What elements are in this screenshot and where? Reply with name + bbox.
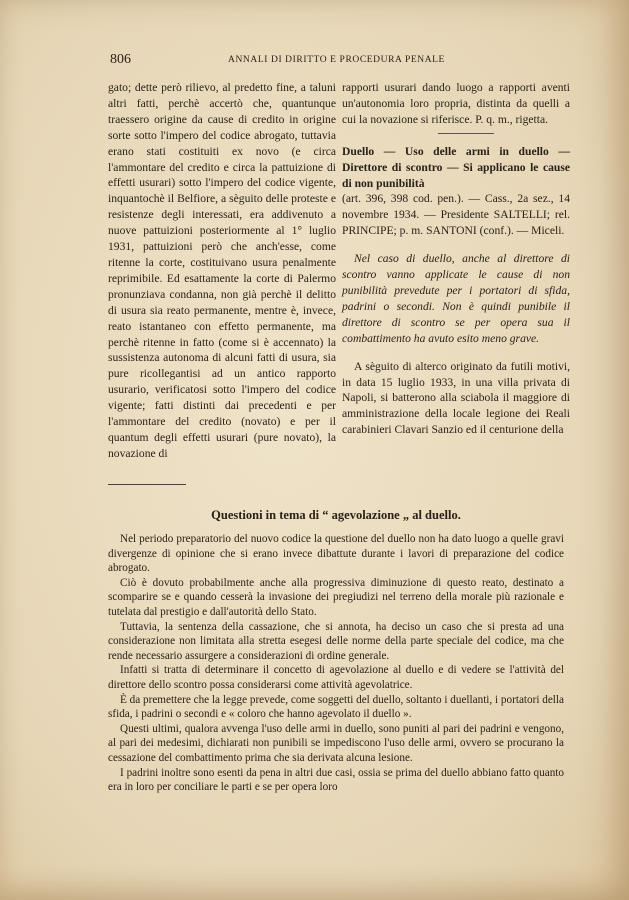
right-column-continuation: rapporti usurari dando luogo a rapporti aventi un'autonomia loro propria, distinta da quelli a cui la novazione si riferisce. P. q. m., rigetta.	[342, 81, 570, 126]
section-separator	[438, 133, 494, 134]
case-citation: (art. 396, 398 cod. pen.). — Cass., 2a sez., 14 novembre 1934. — Presidente SALTELLI; rel. PRINCIPE; p. m. SANTONI (conf.). — Miceli.	[342, 192, 570, 238]
right-column	[342, 80, 570, 438]
section-paragraph: Tuttavia, la sentenza della cassazione, che si annota, ha deciso un caso che si presta ad una considerazione non limitata alla stretta esegesi delle norme della parte speciale del codice, ma che rende necessario assurgere a considerazioni di ordine generale.	[108, 620, 564, 662]
left-column	[108, 80, 336, 462]
column-end-rule	[108, 484, 186, 485]
section-paragraph: I padrini inoltre sono esenti da pena in altri due casi, ossia se prima del duello abbiano fatto quanto era in loro per conciliare le parti e se per opera loro	[108, 766, 564, 794]
section-title: Questioni in tema di “ agevolazione „ al duello.	[211, 508, 461, 522]
section-body	[108, 532, 564, 795]
running-title: ANNALI DI DIRITTO E PROCEDURA PENALE	[228, 55, 445, 65]
left-column-paragraph: gato; dette però rilievo, al predetto fine, a taluni altri fatti, perchè accertò che, quantunque traessero origine da cause di credito in origine sorte sotto l'impero del codice abrogato, tuttavia erano stati costituiti ex novo (e circa l'ammontare del credito e circa la pattuizione di effetti usurari) sotto l'impero del codice vigente, inquantochè il Belfiore, a sèguito delle proteste e resistenze degli interessati, era addivenuto a nuove pattuizioni posteriormente al 1° luglio 1931, pattuizioni però che anch'esse, come ritenne la corte, costituivano usura penalmente reprimibile. Ed esattamente la corte di Palermo pronunziava condanna, non già perchè il delitto di usura sia reato permanente, mentre è, invece, reato istantaneo con effetto permanente, ma perchè ritenne in fatto (come si è accennato) la sussistenza autonoma di alcuni fatti di usura, sia pure ricollegantisi ad un antico rapporto usurario, verificatosi sotto l'impero del codice vigente; fatti distinti dai precedenti e per l'ammontare del credito (novato) e per il quantum degli effetti usurari (pure novato), la novazione di	[108, 81, 336, 460]
case-title: Duello — Uso delle armi in duello — Direttore di scontro — Si applicano le cause di non punibilità	[342, 144, 570, 190]
section-paragraph: Nel periodo preparatorio del nuovo codice la questione del duello non ha dato luogo a quelle gravi divergenze di opinione che si erano invece dibattute durante i lavori di preparazione del codice abrogato.	[108, 533, 564, 575]
section-paragraph: Questi ultimi, qualora avvenga l'uso delle armi in duello, sono puniti al pari dei padrini e vengono, al pari dei medesimi, dichiarati non punibili se impediscono l'uso delle armi, ovvero se procurano la cessazione del combattimento prima che sia derivata alcuna lesione.	[108, 722, 564, 764]
section-paragraph: È da premettere che la legge prevede, come soggetti del duello, soltanto i duellanti, i portatori della sfida, i padrini o secondi e « coloro che hanno agevolato il duello ».	[108, 693, 564, 721]
case-body: A sèguito di alterco originato da futili motivi, in data 15 luglio 1933, in una villa privata di Napoli, si batterono alla sciabola il maggiore di amministrazione della locale legione dei Reali carabinieri Clavari Sanzio ed il centurione della	[342, 359, 570, 437]
case-maxim: Nel caso di duello, anche al direttore di scontro vanno applicate le cause di non punibilità prevedute per i portatori di sfida, padrini o secondi. Non è quindi punibile il direttore di scontro se per opera sua il combattimento ha avuto esito meno grave.	[342, 252, 570, 345]
section-paragraph: Infatti si tratta di determinare il concetto di agevolazione al duello e di vedere se l'attività del direttore dello scontro possa considerarsi come attività agevolatrice.	[108, 664, 564, 691]
section-paragraph: Ciò è dovuto probabilmente anche alla progressiva diminuzione di questo reato, destinato a scomparire se e quando cesserà la invasione dei pregiudizi nel terreno della morale più razionale e tutelata dal prestigio e dall'autorità dello Stato.	[108, 576, 564, 618]
page-number: 806	[110, 52, 131, 67]
